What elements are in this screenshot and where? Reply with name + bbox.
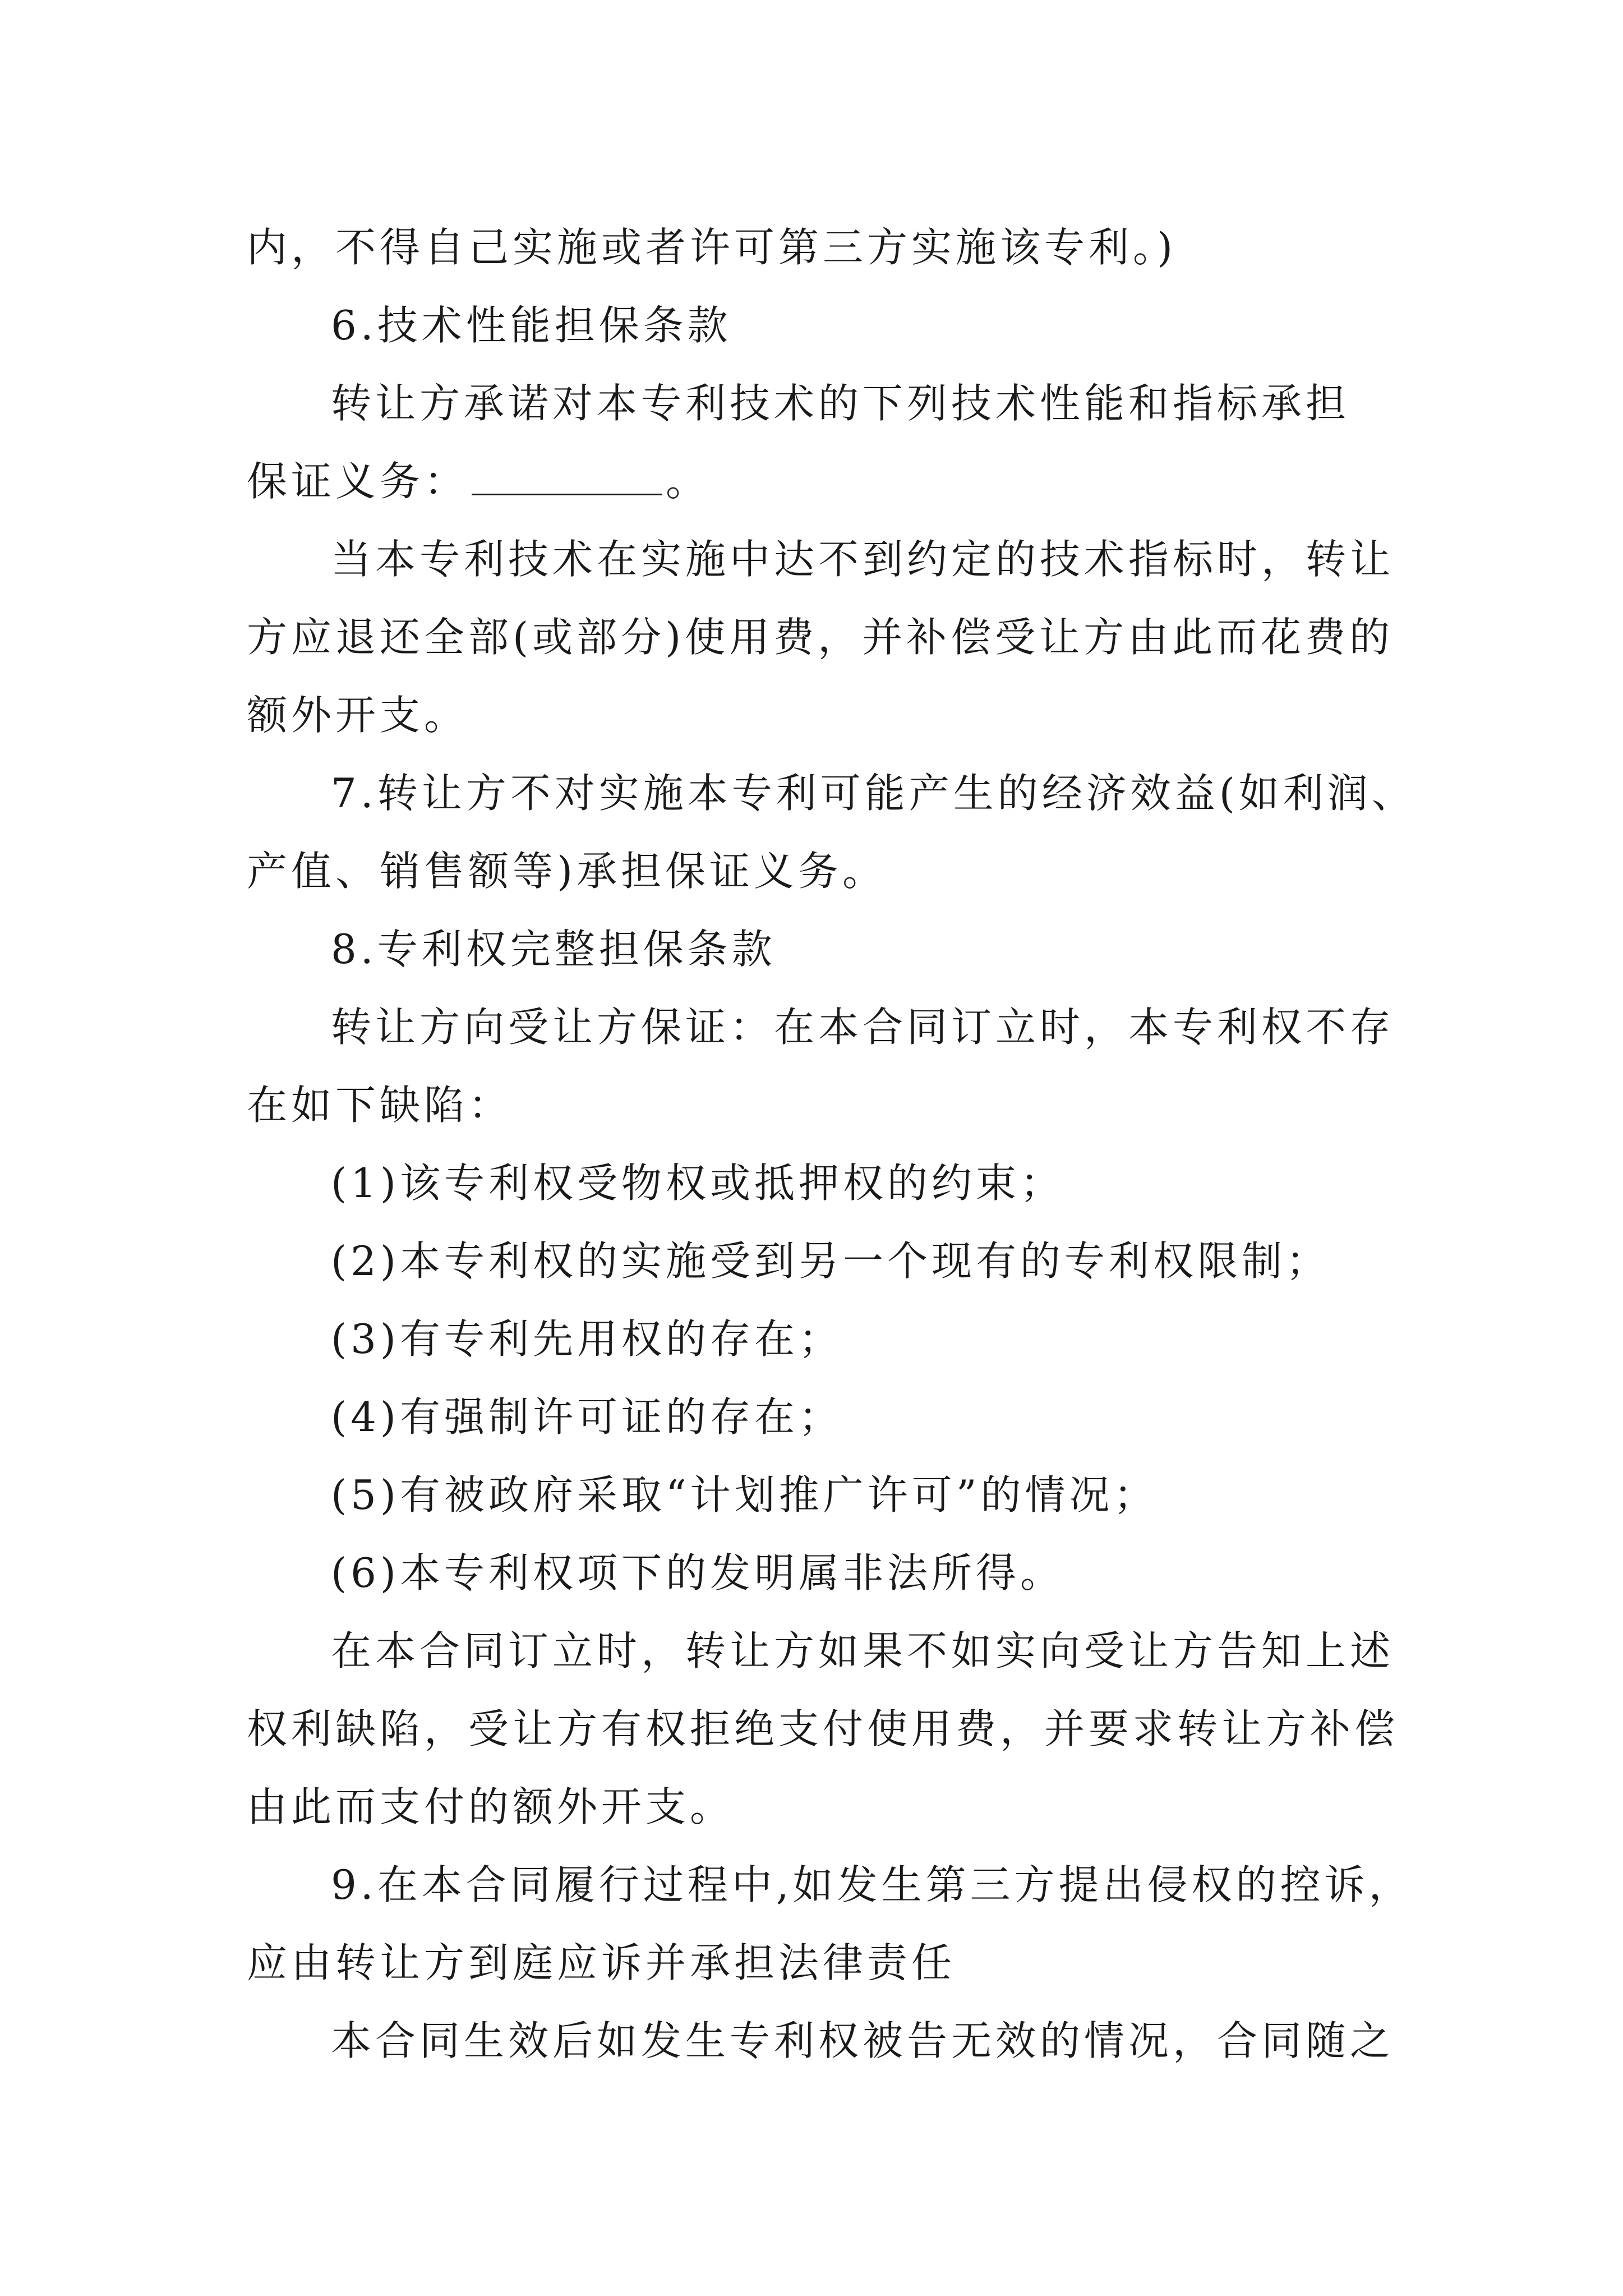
paragraph-line: 内，不得自己实施或者许可第三方实施该专利。) xyxy=(247,224,1177,271)
section-heading-6: 6.技术性能担保条款 xyxy=(331,302,732,349)
paragraph-line: 在本合同订立时，转让方如果不如实向受让方告知上述 xyxy=(331,1627,1395,1674)
section-heading-8: 8.专利权完整担保条款 xyxy=(331,926,776,973)
document-body xyxy=(247,209,1416,2080)
paragraph-line: 转让方承诺对本专利技术的下列技术性能和指标承担 xyxy=(331,380,1350,427)
defect-list-item: (3)有专利先用权的存在； xyxy=(331,1315,843,1363)
defect-list-item: (5)有被政府采取“计划推广许可”的情况； xyxy=(331,1471,1158,1519)
paragraph-line: 转让方向受让方保证：在本合同订立时，本专利权不存 xyxy=(331,1004,1395,1051)
fill-in-blank xyxy=(472,449,662,495)
defect-list-item: (4)有强制许可证的存在； xyxy=(331,1393,843,1441)
paragraph-line: 由此而支付的额外开支。 xyxy=(247,1783,735,1830)
paragraph-line: 额外开支。 xyxy=(247,692,469,739)
period-mark: 。 xyxy=(666,458,711,505)
paragraph-line-with-blank xyxy=(247,443,1380,521)
guarantee-label: 保证义务： xyxy=(247,458,469,505)
paragraph-line: 权利缺陷，受让方有权拒绝支付使用费，并要求转让方补偿 xyxy=(247,1705,1399,1752)
paragraph-line: 在如下缺陷： xyxy=(247,1082,513,1129)
section-item-9: 9.在本合同履行过程中,如发生第三方提出侵权的控诉， xyxy=(331,1861,1413,1908)
paragraph-line: 产值、销售额等)承担保证义务。 xyxy=(247,848,887,895)
section-item-7: 7.转让方不对实施本专利可能产生的经济效益(如利润、 xyxy=(331,770,1416,817)
paragraph-line: 应由转让方到庭应诉并承担法律责任 xyxy=(247,1939,956,1986)
defect-list-item: (2)本专利权的实施受到另一个现有的专利权限制； xyxy=(331,1237,1330,1285)
defect-list-item: (1)该专利权受物权或抵押权的约束； xyxy=(331,1159,1064,1207)
defect-list-item: (6)本专利权项下的发明属非法所得。 xyxy=(331,1549,1064,1596)
paragraph-line: 当本专利技术在实施中达不到约定的技术指标时，转让 xyxy=(331,536,1395,583)
paragraph-line: 方应退还全部(或部分)使用费，并补偿受让方由此而花费的 xyxy=(247,614,1394,661)
paragraph-line: 本合同生效后如发生专利权被告无效的情况，合同随之 xyxy=(331,2017,1395,2064)
